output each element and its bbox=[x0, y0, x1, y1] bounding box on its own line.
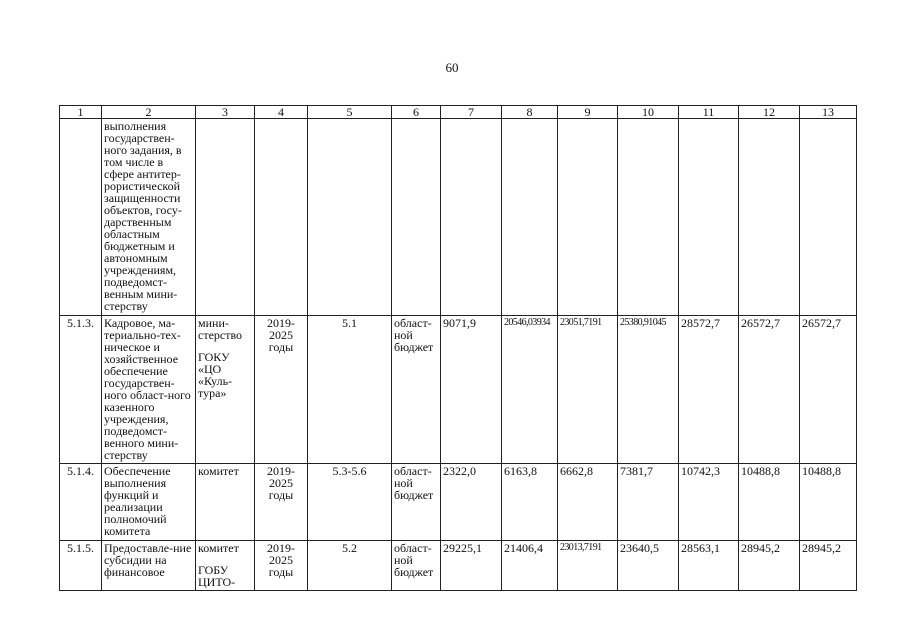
value-col-9: 23051,7191 bbox=[558, 316, 618, 464]
value-col-8: 21406,4 bbox=[502, 541, 558, 591]
indicator-ref: 5.3-5.6 bbox=[308, 464, 392, 541]
header-cell: 13 bbox=[800, 106, 857, 119]
table-row bbox=[60, 464, 857, 541]
period: 2019-2025 годы bbox=[255, 464, 308, 541]
indicator-ref: 5.2 bbox=[308, 541, 392, 591]
executor bbox=[196, 541, 255, 591]
value-col-8 bbox=[502, 119, 558, 316]
period bbox=[255, 119, 308, 316]
budget-table bbox=[59, 105, 857, 591]
value-col-12: 26572,7 bbox=[739, 316, 800, 464]
value-col-10: 7381,7 bbox=[618, 464, 679, 541]
period: 2019-2025 годы bbox=[255, 541, 308, 591]
executor bbox=[196, 316, 255, 464]
value-col-7: 29225,1 bbox=[441, 541, 502, 591]
value-col-13: 26572,7 bbox=[800, 316, 857, 464]
measure-name: выполнения государствен-ного задания, в том числе в сфере антитер-рористической защищенности объектов, госу-дарственным областным бюджетным и автономным учреждениям, подведомст-венным мини-стерству bbox=[102, 119, 196, 316]
value-col-10: 25380,91045 bbox=[618, 316, 679, 464]
executor bbox=[196, 119, 255, 316]
executor-secondary: ГОКУ «ЦО «Куль-тура» bbox=[198, 350, 233, 400]
value-col-12: 28945,2 bbox=[739, 541, 800, 591]
executor-primary: мини-стерство bbox=[198, 316, 243, 342]
value-col-9: 6662,8 bbox=[558, 464, 618, 541]
value-col-8: 6163,8 bbox=[502, 464, 558, 541]
executor bbox=[196, 464, 255, 541]
value-col-7 bbox=[441, 119, 502, 316]
table-header-row bbox=[60, 106, 857, 119]
header-cell: 5 bbox=[308, 106, 392, 119]
value-col-13: 10488,8 bbox=[800, 464, 857, 541]
value-col-11: 28572,7 bbox=[679, 316, 739, 464]
value-col-8: 20546,03934 bbox=[502, 316, 558, 464]
value-col-13 bbox=[800, 119, 857, 316]
table-row bbox=[60, 119, 857, 316]
measure-name: Обеспечение выполнения функций и реализации полномочий комитета bbox=[102, 464, 196, 541]
value-col-9: 23013,7191 bbox=[558, 541, 618, 591]
row-number: 5.1.5. bbox=[60, 541, 102, 591]
header-cell: 2 bbox=[102, 106, 196, 119]
funding-source: област-ной бюджет bbox=[392, 541, 441, 591]
value-col-12 bbox=[739, 119, 800, 316]
header-cell: 10 bbox=[618, 106, 679, 119]
executor-secondary: ГОБУ ЦИТО- bbox=[198, 563, 236, 589]
table-row bbox=[60, 316, 857, 464]
executor-primary: комитет bbox=[198, 464, 239, 478]
value-col-7: 2322,0 bbox=[441, 464, 502, 541]
value-col-11: 28563,1 bbox=[679, 541, 739, 591]
header-cell: 4 bbox=[255, 106, 308, 119]
row-number: 5.1.4. bbox=[60, 464, 102, 541]
header-cell: 12 bbox=[739, 106, 800, 119]
funding-source bbox=[392, 119, 441, 316]
measure-name: Предоставле-ние субсидии на финансовое bbox=[102, 541, 196, 591]
header-cell: 1 bbox=[60, 106, 102, 119]
indicator-ref: 5.1 bbox=[308, 316, 392, 464]
value-col-11: 10742,3 bbox=[679, 464, 739, 541]
row-number bbox=[60, 119, 102, 316]
value-col-13: 28945,2 bbox=[800, 541, 857, 591]
value-col-7: 9071,9 bbox=[441, 316, 502, 464]
header-cell: 11 bbox=[679, 106, 739, 119]
row-number: 5.1.3. bbox=[60, 316, 102, 464]
funding-source: област-ной бюджет bbox=[392, 316, 441, 464]
executor-primary: комитет bbox=[198, 541, 239, 555]
value-col-12: 10488,8 bbox=[739, 464, 800, 541]
indicator-ref bbox=[308, 119, 392, 316]
header-cell: 3 bbox=[196, 106, 255, 119]
value-col-10: 23640,5 bbox=[618, 541, 679, 591]
header-cell: 7 bbox=[441, 106, 502, 119]
period: 2019-2025 годы bbox=[255, 316, 308, 464]
header-cell: 6 bbox=[392, 106, 441, 119]
header-cell: 8 bbox=[502, 106, 558, 119]
value-col-10 bbox=[618, 119, 679, 316]
measure-name: Кадровое, ма-териально-тех-ническое и хозяйственное обеспечение государствен-ного област-ного казенного учреждения, подведомст-венного мини-стерству bbox=[102, 316, 196, 464]
value-col-11 bbox=[679, 119, 739, 316]
page-number: 60 bbox=[445, 60, 459, 75]
value-col-9 bbox=[558, 119, 618, 316]
header-cell: 9 bbox=[558, 106, 618, 119]
funding-source: област-ной бюджет bbox=[392, 464, 441, 541]
table-row bbox=[60, 541, 857, 591]
